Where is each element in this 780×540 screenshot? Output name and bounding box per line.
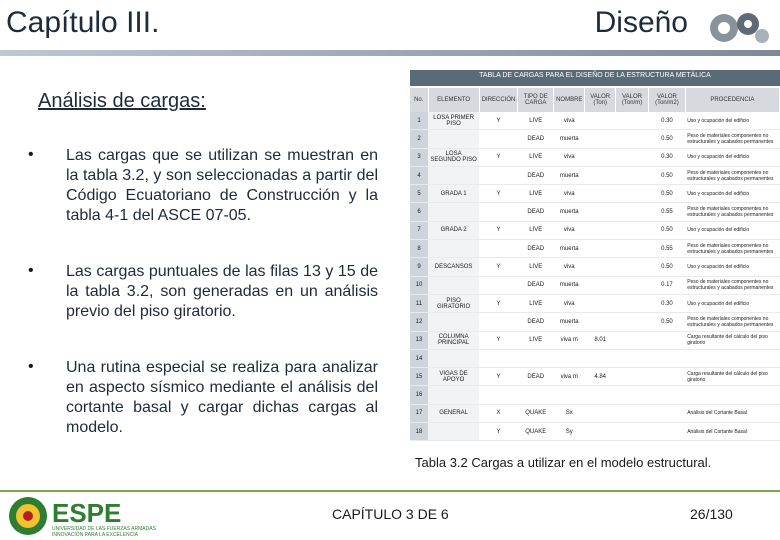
table-row (410, 185, 780, 203)
bullet-marker: • (28, 358, 34, 375)
table-cell: 7 (410, 221, 428, 239)
table-cell: viva m (554, 331, 585, 349)
table-cell: Peso de materiales componentes no estructurales y acabados permanentes (685, 203, 779, 221)
table-cell: 17 (410, 404, 428, 422)
table-cell (585, 386, 616, 404)
table-cell: Uso y ocupación del edificio (685, 185, 779, 203)
table-cell: 0.55 (649, 203, 686, 221)
page-number: 26/130 (690, 506, 733, 522)
table-cell (585, 349, 616, 367)
header-divider (0, 50, 780, 56)
table-cell (585, 294, 616, 312)
table-cell (615, 258, 648, 276)
table-cell (479, 240, 518, 258)
table-cell: 9 (410, 258, 428, 276)
table-cell: LIVE (518, 331, 554, 349)
section-title: Diseño (594, 6, 688, 39)
table-cell (615, 386, 648, 404)
table-cell: muerta (554, 166, 585, 184)
table-cell (585, 258, 616, 276)
table-cell (585, 203, 616, 221)
table-row (410, 423, 780, 441)
table-cell: 18 (410, 423, 428, 441)
table-cell (615, 148, 648, 166)
table-cell: 11 (410, 294, 428, 312)
bullet-3-text: Una rutina especial se realiza para analizar en aspecto sísmico mediante el análisis del cortante basal y cargar dichas cargas al modelo. (66, 359, 378, 436)
table-cell: PISO GIRATORIO (428, 294, 479, 312)
table-cell (649, 349, 686, 367)
table-cell (615, 349, 648, 367)
table-cell (428, 313, 479, 331)
table-cell: DEAD (518, 276, 554, 294)
table-cell (615, 166, 648, 184)
table-cell (479, 203, 518, 221)
table-cell (585, 148, 616, 166)
table-cell (615, 112, 648, 130)
table-cell: 0.30 (649, 294, 686, 312)
table-row (410, 368, 780, 386)
table-cell (649, 368, 686, 386)
col-header: No. (410, 88, 428, 112)
table-cell: 6 (410, 203, 428, 221)
table-cell (479, 276, 518, 294)
table-cell (428, 203, 479, 221)
table-cell (428, 166, 479, 184)
table-cell (479, 386, 518, 404)
table-cell: Y (479, 112, 518, 130)
table-cell: Y (479, 258, 518, 276)
table-cell: viva (554, 258, 585, 276)
table-cell: 2 (410, 130, 428, 148)
table-row (410, 166, 780, 184)
chapter-indicator: CAPÍTULO 3 DE 6 (332, 506, 449, 522)
table-cell: 4.84 (585, 368, 616, 386)
gears-icon (698, 4, 774, 50)
bullet-marker: • (28, 146, 34, 163)
table-cell: 0.17 (649, 276, 686, 294)
table-cell (428, 276, 479, 294)
table-cell: 13 (410, 331, 428, 349)
table-cell (685, 386, 779, 404)
espe-logo-text: ESPE (52, 498, 122, 528)
table-cell: 16 (410, 386, 428, 404)
table-cell: Uso y ocupación del edificio (685, 148, 779, 166)
table-row (410, 294, 780, 312)
table-cell: Y (479, 331, 518, 349)
table-cell (615, 313, 648, 331)
table-cell (479, 166, 518, 184)
table-cell: muerta (554, 130, 585, 148)
table-cell (649, 331, 686, 349)
table-cell: LOSA PRIMER PISO (428, 112, 479, 130)
table-cell: 3 (410, 148, 428, 166)
table-cell: DEAD (518, 203, 554, 221)
table-cell (649, 386, 686, 404)
col-header: NOMBRE (554, 88, 585, 112)
col-header: ELEMENTO (428, 88, 479, 112)
table-cell (649, 423, 686, 441)
table-cell: Y (479, 368, 518, 386)
col-header: PROCEDENCIA (685, 88, 779, 112)
table-cell: Uso y ocupación del edificio (685, 112, 779, 130)
table-cell: 0.50 (649, 221, 686, 239)
table-header-row (410, 88, 780, 112)
table-cell (585, 130, 616, 148)
table-cell (585, 185, 616, 203)
table-cell (554, 386, 585, 404)
table-row (410, 276, 780, 294)
table-cell: Carga resultante del cálculo del piso giratorio (685, 368, 779, 386)
table-cell (615, 203, 648, 221)
table-cell (615, 368, 648, 386)
table-row (410, 331, 780, 349)
table-row (410, 386, 780, 404)
footer-divider (0, 490, 780, 492)
table-cell: LIVE (518, 112, 554, 130)
col-header: TIPO DE CARGA (518, 88, 554, 112)
table-cell: 10 (410, 276, 428, 294)
table-cell (428, 240, 479, 258)
espe-logo-motto: INNOVACIÓN PARA LA EXCELENCIA (52, 532, 138, 538)
subtitle: Análisis de cargas: (38, 90, 206, 112)
bullet-1-text: Las cargas que se utilizan se muestran en la tabla 3.2, y son seleccionadas a partir del Código Ecuatoriano de Construcción y la tabla 4-1 del ASCE 07-05. (66, 147, 378, 224)
table-row (410, 112, 780, 130)
table-row (410, 203, 780, 221)
table-cell (615, 276, 648, 294)
table-cell: Y (479, 148, 518, 166)
table-cell: 14 (410, 349, 428, 367)
table-cell: muerta (554, 240, 585, 258)
table-row (410, 349, 780, 367)
table-cell: Sx (554, 404, 585, 422)
table-cell: Sy (554, 423, 585, 441)
table-cell: LIVE (518, 185, 554, 203)
table-cell: 15 (410, 368, 428, 386)
loads-table (410, 88, 780, 441)
table-cell (428, 130, 479, 148)
table-cell: 12 (410, 313, 428, 331)
table-cell: LIVE (518, 294, 554, 312)
chapter-title: Capítulo III. (6, 6, 160, 39)
table-cell: 0.50 (649, 185, 686, 203)
table-cell (585, 221, 616, 239)
col-header: DIRECCIÓN (479, 88, 518, 112)
table-cell (585, 313, 616, 331)
table-cell: LOSA SEGUNDO PISO (428, 148, 479, 166)
table-cell (585, 404, 616, 422)
table-cell: 0.30 (649, 148, 686, 166)
table-cell (479, 130, 518, 148)
table-cell: viva (554, 148, 585, 166)
table-cell: Carga resultante del cálculo del piso giratorio (685, 331, 779, 349)
table-cell (615, 331, 648, 349)
table-cell (615, 423, 648, 441)
table-cell: DEAD (518, 240, 554, 258)
table-cell: GENERAL (428, 404, 479, 422)
table-cell: Uso y ocupación del edificio (685, 258, 779, 276)
table-cell (615, 130, 648, 148)
table-cell: muerta (554, 203, 585, 221)
table-row (410, 258, 780, 276)
table-cell: COLUMNA PRINCIPAL (428, 331, 479, 349)
bullet-marker: • (28, 262, 34, 279)
table-cell: Peso de materiales componentes no estructurales y acabados permanentes (685, 240, 779, 258)
table-cell: Peso de materiales componentes no estructurales y acabados permanentes (685, 276, 779, 294)
table-cell (518, 349, 554, 367)
table-cell (615, 404, 648, 422)
table-cell (615, 185, 648, 203)
table-cell (554, 349, 585, 367)
table-cell: DEAD (518, 166, 554, 184)
table-cell: LIVE (518, 258, 554, 276)
col-header: VALOR (Ton/m2) (649, 88, 686, 112)
table-cell: 5 (410, 185, 428, 203)
table-row (410, 404, 780, 422)
table-cell: muerta (554, 276, 585, 294)
table-cell (428, 423, 479, 441)
table-cell: viva (554, 112, 585, 130)
table-cell: 4 (410, 166, 428, 184)
table-cell: viva (554, 185, 585, 203)
table-cell (428, 349, 479, 367)
table-cell: 0.50 (649, 258, 686, 276)
table-cell: viva m (554, 368, 585, 386)
table-cell: X (479, 404, 518, 422)
table-cell (585, 276, 616, 294)
col-header: VALOR (Ton/m) (615, 88, 648, 112)
table-cell: Análisis del Cortante Basal (685, 404, 779, 422)
table-cell: DESCANSOS (428, 258, 479, 276)
table-cell: 0.50 (649, 130, 686, 148)
table-cell: Peso de materiales componentes no estructurales y acabados permanentes (685, 130, 779, 148)
table-cell: DEAD (518, 313, 554, 331)
table-cell (615, 240, 648, 258)
table-row (410, 240, 780, 258)
table-cell: 0.50 (649, 166, 686, 184)
table-cell: muerta (554, 313, 585, 331)
table-cell: DEAD (518, 130, 554, 148)
table-cell: GRADA 2 (428, 221, 479, 239)
table-cell (585, 166, 616, 184)
table-cell: 0.50 (649, 313, 686, 331)
table-cell: LIVE (518, 148, 554, 166)
table-cell (649, 404, 686, 422)
table-cell: viva (554, 221, 585, 239)
table-cell: 1 (410, 112, 428, 130)
table-caption: Tabla 3.2 Cargas a utilizar en el modelo estructural. (415, 455, 712, 470)
table-cell (585, 112, 616, 130)
table-cell (479, 313, 518, 331)
slide-header (0, 0, 780, 60)
table-row (410, 130, 780, 148)
table-cell: GRADA 1 (428, 185, 479, 203)
table-cell: 0.55 (649, 240, 686, 258)
table-cell (428, 386, 479, 404)
table-cell: Y (479, 294, 518, 312)
table-cell: Uso y ocupación del edificio (685, 294, 779, 312)
col-header: VALOR (Ton) (585, 88, 616, 112)
table-cell: VIGAS DE APOYO (428, 368, 479, 386)
table-cell: Análisis del Cortante Basal (685, 423, 779, 441)
table-cell (615, 221, 648, 239)
table-cell: Y (479, 221, 518, 239)
table-cell: Uso y ocupación del edificio (685, 221, 779, 239)
table-cell: viva (554, 294, 585, 312)
espe-logo (6, 494, 202, 538)
espe-logo-sub: UNIVERSIDAD DE LAS FUERZAS ARMADAS (52, 526, 156, 532)
table-cell: 8.01 (585, 331, 616, 349)
table-cell: 0.30 (649, 112, 686, 130)
table-row (410, 221, 780, 239)
table-cell (685, 349, 779, 367)
table-cell: Peso de materiales componentes no estructurales y acabados permanentes (685, 313, 779, 331)
bullet-2-text: Las cargas puntuales de las filas 13 y 15 de la tabla 3.2, son generadas en un análisis previo del piso giratorio. (66, 263, 378, 320)
table-row (410, 148, 780, 166)
table-cell (585, 423, 616, 441)
table-cell: Y (479, 423, 518, 441)
table-cell: Peso de materiales componentes no estructurales y acabados permanentes (685, 166, 779, 184)
table-cell (518, 386, 554, 404)
table-cell: DEAD (518, 368, 554, 386)
table-cell: LIVE (518, 221, 554, 239)
table-cell (585, 240, 616, 258)
table-cell (479, 349, 518, 367)
table-cell: Y (479, 185, 518, 203)
table-title: TABLA DE CARGAS PARA EL DISEÑO DE LA ESTRUCTURA METÁLICA (479, 72, 711, 79)
table-cell: QUAKE (518, 423, 554, 441)
table-cell (615, 294, 648, 312)
table-cell: 8 (410, 240, 428, 258)
table-cell: QUAKE (518, 404, 554, 422)
table-row (410, 313, 780, 331)
